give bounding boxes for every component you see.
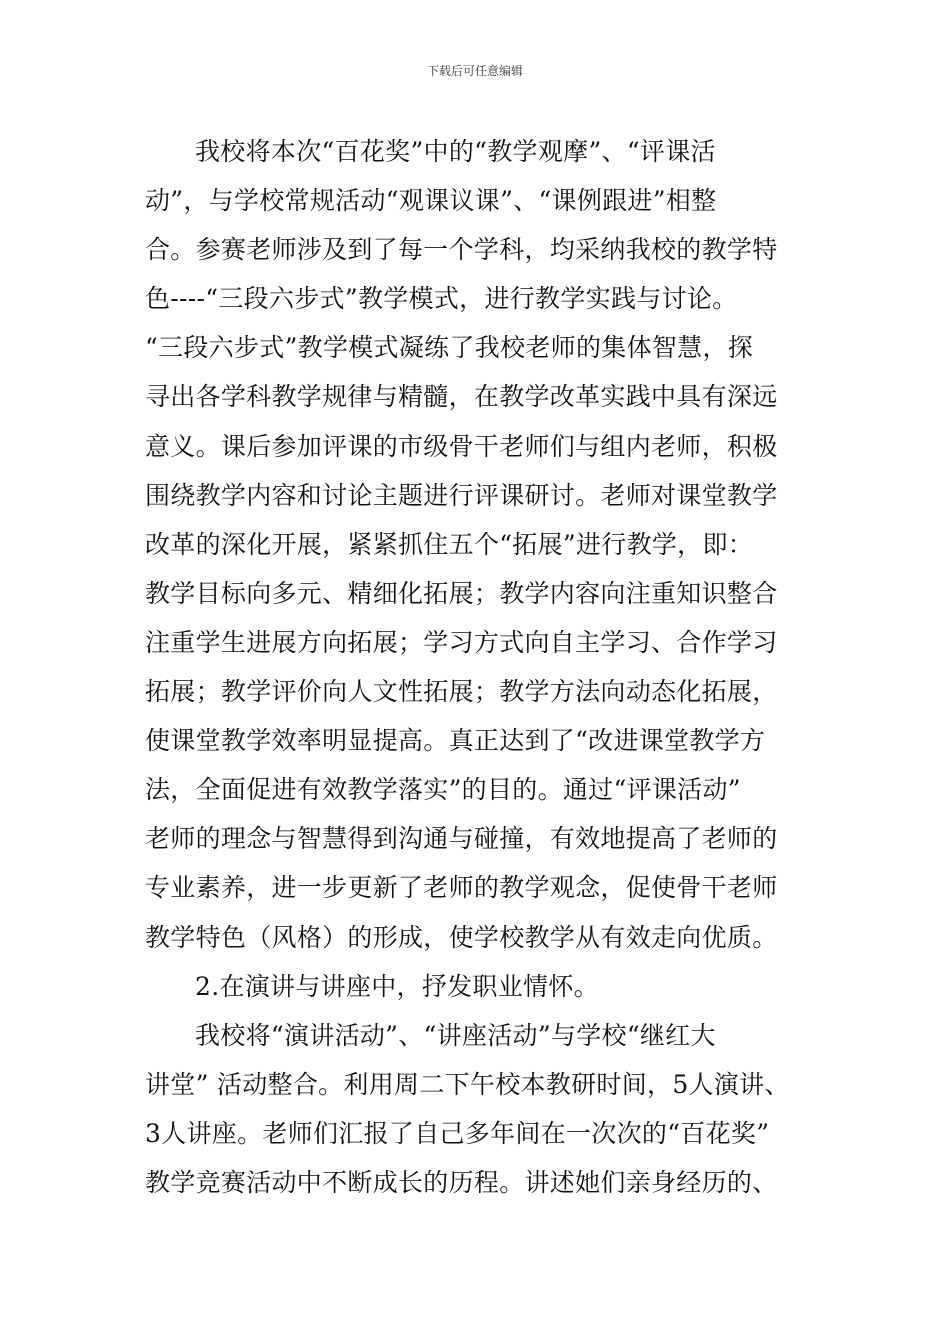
paragraph-line: “三段六步式”教学模式凝练了我校老师的集体智慧，探: [145, 333, 754, 363]
section-heading: 2.在演讲与讲座中，抒发职业情怀。: [195, 971, 599, 1001]
paragraph-line: 讲堂” 活动整合。利用周二下午校本教研时间，5人演讲、: [145, 1069, 790, 1099]
paragraph-line: 我校将本次“百花奖”中的“教学观摩”、“评课活: [195, 137, 716, 166]
paragraph-line: 老师的理念与智慧得到沟通与碰撞，有效地提高了老师的: [145, 824, 778, 854]
paragraph-line: 教学目标向多元、精细化拓展；教学内容向注重知识整合: [145, 578, 778, 608]
paragraph-line: 合。参赛老师涉及到了每一个学科，均采纳我校的教学特: [145, 235, 778, 265]
paragraph-line: 拓展；教学评价向人文性拓展；教学方法向动态化拓展，: [145, 677, 778, 707]
page-header: 下载后可任意编辑: [426, 64, 523, 78]
paragraph-line: 意义。课后参加评课的市级骨干老师们与组内老师，积极: [145, 431, 778, 461]
paragraph-line: 围绕教学内容和讨论主题进行评课研讨。老师对课堂教学: [145, 480, 778, 510]
paragraph-line: 动”，与学校常规活动“观课议课”、“课例跟进”相整: [145, 186, 717, 216]
paragraph-line: 注重学生进展方向拓展；学习方式向自主学习、合作学习: [145, 627, 778, 657]
paragraph-line: 专业素养，进一步更新了老师的教学观念，促使骨干老师: [145, 873, 778, 903]
paragraph-line: 寻出各学科教学规律与精髓，在教学改革实践中具有深远: [145, 382, 778, 412]
paragraph-line: 教学特色（风格）的形成，使学校教学从有效走向优质。: [145, 922, 778, 952]
paragraph-line: 改革的深化开展，紧紧抓住五个“拓展”进行教学，即：: [145, 529, 754, 559]
document-body: [145, 127, 825, 1207]
paragraph-line: 3人讲座。老师们汇报了自己多年间在一次次的“百花奖”: [145, 1118, 770, 1148]
paragraph-line: 使课堂教学效率明显提高。真正达到了“改进课堂教学方: [145, 726, 766, 756]
paragraph-line: 法，全面促进有效教学落实”的目的。通过“评课活动”: [145, 775, 741, 805]
paragraph-line: 色----“三段六步式”教学模式，进行教学实践与讨论。: [145, 284, 738, 314]
paragraph-line: 我校将“演讲活动”、“讲座活动”与学校“继红大: [195, 1020, 716, 1050]
paragraph-line: 教学竞赛活动中不断成长的历程。讲述她们亲身经历的、: [145, 1167, 778, 1197]
